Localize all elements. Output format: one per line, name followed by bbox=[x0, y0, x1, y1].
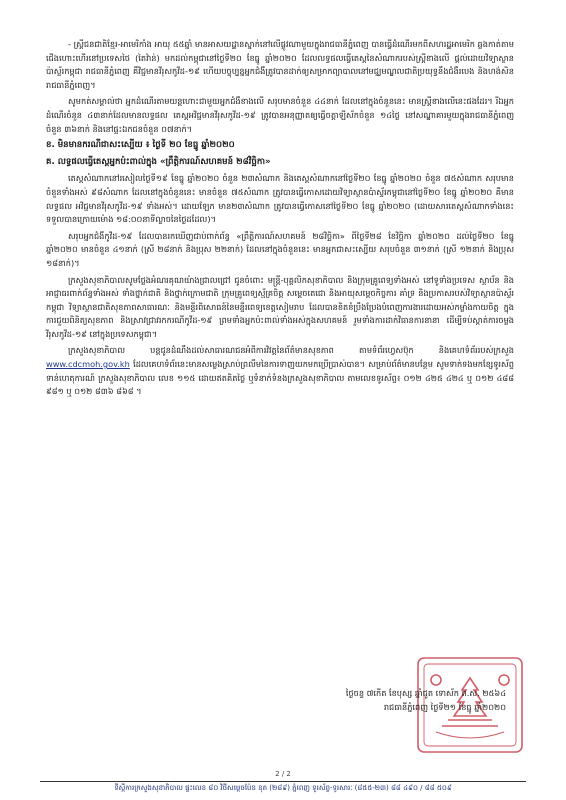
info-paragraph bbox=[46, 344, 514, 398]
signature-block bbox=[346, 686, 506, 714]
recovery-heading: ខ. មិនមានករណីជាសះស្បើយ ៖ ថ្ងៃទី ២០ ខែធ្នូ ឆ្នាំ២០២០ bbox=[46, 140, 235, 151]
page-number: 2 / 2 bbox=[275, 770, 291, 778]
document-body bbox=[46, 38, 514, 402]
info-text-end: ដែលគេហទំព័រនេះមានសម្លេងស្រាប់ព្រលឹមនៃការទាញយកមកប្រើប្រាស់បាន។ សម្រាប់ព័ត៌មានបន្ថែម សូមទាក់ទងមកខ្សែទូរស័ព្ទទាន់ហេតុការណ៍ ក្រសួងសុខាភិបាល លេខ ១១៥ ដោយឥតគិតថ្លៃ ឬទំនាក់ទំនងក្រសួងសុខាភិបាល តាមលេខទូរស័ព្ទ៖ ០១២ ៤២៥ ៤២៤ ឬ ០១២ ៤៨៨ ៩៨១ ឬ ០១២ ៨៣៦ ៨៦៨ ។ bbox=[46, 359, 514, 397]
website-link[interactable]: www.cdcmoh.gov.kh bbox=[46, 359, 130, 370]
footer-divider bbox=[40, 781, 526, 782]
case-details-paragraph: - ស្ត្រីជនជាតិខ្មែរ-អាមេរិកាំង អាយុ ៥៥ឆ្នាំ មានអាសយដ្ឋានស្នាក់នៅលើផ្លូវណាមួយក្នុងរាជធានីភ្នំពេញ បានធ្វើដំណើរមកពីសហរដ្ឋអាមេរិក ឆ្លងកាត់តាមជើងហោះហើរនៅប្រទេសថៃ (តៃវ៉ាន់) មកដល់កម្ពុជានៅថ្ងៃទី២០ ខែធ្នូ ឆ្នាំ២០២០ ដែលលទ្ធផលធ្វើតេស្តនៃសំណាករបស់ស្ត្រីខាងលើ ផ្តល់ដោយវិទ្យាស្ថានប៉ាស្ទ័រកម្ពុជា រាជធានីភ្នំពេញ គឺវិជ្ជមានវីរុសកូវីដ-១៩ ហើយបច្ចុប្បន្នអ្នកជំងឺត្រូវបានដាក់ឲ្យសម្រាកព្យាបាលនៅមជ្ឈមណ្ឌលជាតិប្រយុទ្ធនឹងជំងឺរបេង និងហង់សិន រាជធានីភ្នំពេញ។ bbox=[46, 39, 514, 90]
thanks-paragraph: ក្រសួងសុខាភិបាលសូមថ្លែងអំណរគុណយ៉ាងជ្រាលជ្រៅ ជូនចំពោះ មន្ត្រី-បុគ្គលិកសុខាភិបាល និងក្រុមគ្រូពេទ្យទាំងអស់ នៅទូទាំងប្រទេស ស្ថាប័ន និងអាជ្ញាធរពាក់ព័ន្ធទាំងអស់ ទាំងថ្នាក់ជាតិ និងថ្នាក់ក្រោមជាតិ ក្រុមគ្រូពេទ្យស្ម័គ្រចិត្ត សម្តេចតេជោ និងអាយុសម្តេចកិច្ចការ គាំទ្រ និងប្រកាសរបស់វិទ្យាស្ថានប៉ាស្ទ័រកម្ពុជា វិទ្យាស្ថានជាតិសុខភាពសាធារណៈ និងមន្ទីរពិសោធន៍នៃមន្ទីរពេទ្យខេត្តសៀមរាប ដែលបានខិតខំប្រឹងប្រែងបំពេញការងារដោយអស់កម្លាំងកាយចិត្ត ក្នុងការជួយពិនិត្យសុខភាព និងស្រាវជ្រាវរកករណីកូវីដ-១៩ ព្រមទាំងអ្នកប៉ះពាល់ទាំងអស់ក្នុងសហគមន៍ រួមទាំងការដាក់វិធានការនានា ដើម្បីទប់ស្កាត់ការចម្លងវីរុសកូវីដ-១៩ នៅក្នុងប្រទេសកម្ពុជា។ bbox=[46, 274, 514, 339]
test-results-paragraph: តេស្តសំណាកនៅរសៀលថ្ងៃទី១៩ ខែធ្នូ ឆ្នាំ២០២០ ចំនួន ២៣សំណាក និងតេស្តសំណាកនៅថ្ងៃទី២០ ខែធ្នូ ឆ្នាំ២០២០ ចំនួន ៧៥សំណាក សរុបមានចំនួនទាំងអស់ ៩៨សំណាក ដែលនៅក្នុងចំនួននេះ មានចំនួន ៧៥សំណាក ត្រូវបានធ្វើកោសដោយវិទ្យាស្ថានប៉ាស្ទ័រកម្ពុជានៅថ្ងៃទី២០ ខែធ្នូ ឆ្នាំ២០២០ គឺមានលទ្ធផល អវិជ្ជមានវីរុសកូវីដ-១៩ ទាំងអស់។ ដោយឡែក មាន២៣សំណាក ត្រូវបានធ្វើកោសនៅថ្ងៃទី២០ ខែធ្នូ ឆ្នាំ២០២០ (ដោយសារតេស្តសំណាកទាំងនេះ ទទួលបានក្រោយម៉ោង ១៨:០០នាទីល្ងាចនៃថ្ងៃដដែល)។ bbox=[46, 173, 514, 225]
contact-test-heading: គ. លទ្ធផលធ្វើតេស្តអ្នកប៉ះពាល់ក្នុង «ព្រឹត្តិការណ៍សហគមន៍ ២៨វិច្ឆិកា» bbox=[46, 156, 271, 167]
info-text-start: ក្រសួងសុខាភិបាល បន្តជូនដំណឹងដល់សាធារណជនអំពីការវិវត្តនៃព័ត៌មានសុខភាព តាមទំព័រហ្វេសប៊ុក និងគេហទំព័ររបស់ក្រសួង bbox=[68, 345, 514, 356]
solar-date: រាជធានីភ្នំពេញ ថ្ងៃទី២១ ខែធ្នូ ឆ្នាំ២០២០ bbox=[383, 702, 506, 712]
lunar-date: ថ្ងៃចន្ទ ៧កើត ខែបុស្ស ឆ្នាំជូត ទោស័ក ព.ស. ២៥៦៤ bbox=[345, 688, 506, 698]
footer-address: ទីស្តីការក្រសួងសុខាភិបាល ផ្ទះលេខ ៨០ វិថីសម្តេចប៉ែន នុត (២៨៩) ភ្នំពេញ ទូរស័ព្ទ-ទូរសារៈ (៨៥៥-២៣) ៨៨ ៤៩០ / ៨៨ ៥០៩ bbox=[114, 784, 452, 792]
total-cases-paragraph: សរុបអ្នកជំងឺកូវីដ-១៩ ដែលបានរកឃើញជាប់ពាក់ព័ន្ធ «ព្រឹត្តិការណ៍សហគមន៍ ២៨វិច្ឆិកា» ពីថ្ងៃទី២៨ ខែវិច្ឆិកា ឆ្នាំ២០២០ ដល់ថ្ងៃទី២០ ខែធ្នូ ឆ្នាំ២០២០ មានចំនួន ៤១នាក់ (ស្រី ២៨នាក់ និងប្រុស ២២នាក់) ដែលនៅក្នុងចំនួននេះ មានអ្នកជាសះស្បើយ សរុបចំនួន ៣១នាក់ (ស្រី ១២នាក់ និងប្រុស ១៨នាក់)។ bbox=[46, 230, 514, 268]
passengers-paragraph: សូមកត់សម្គាល់ថា អ្នកដំណើរតាមយន្តហោះជាមួយអ្នកជំងឺខាងលើ សរុបមានចំនួន ៤៤នាក់ ដែលនៅក្នុងចំនួននេះ មានស្ត្រីខាងលើនេះផងដែរ។ រីឯអ្នកដំណើរចំនួន ៤៣នាក់ដែលមានលទ្ធផល តេស្តអវិជ្ជមានវីរុសកូវីដ-១៩ ត្រូវបានអនុញ្ញាតឲ្យធ្វើចត្តាឡីស័កចំនួន ១៤ថ្ងៃ នៅសណ្ឋាគារមួយក្នុងរាជធានីភ្នំពេញ ចំនួន ៣៦នាក់ និងនៅផ្ទះឯកជនចំនួន ០៧នាក់។ bbox=[46, 96, 514, 134]
